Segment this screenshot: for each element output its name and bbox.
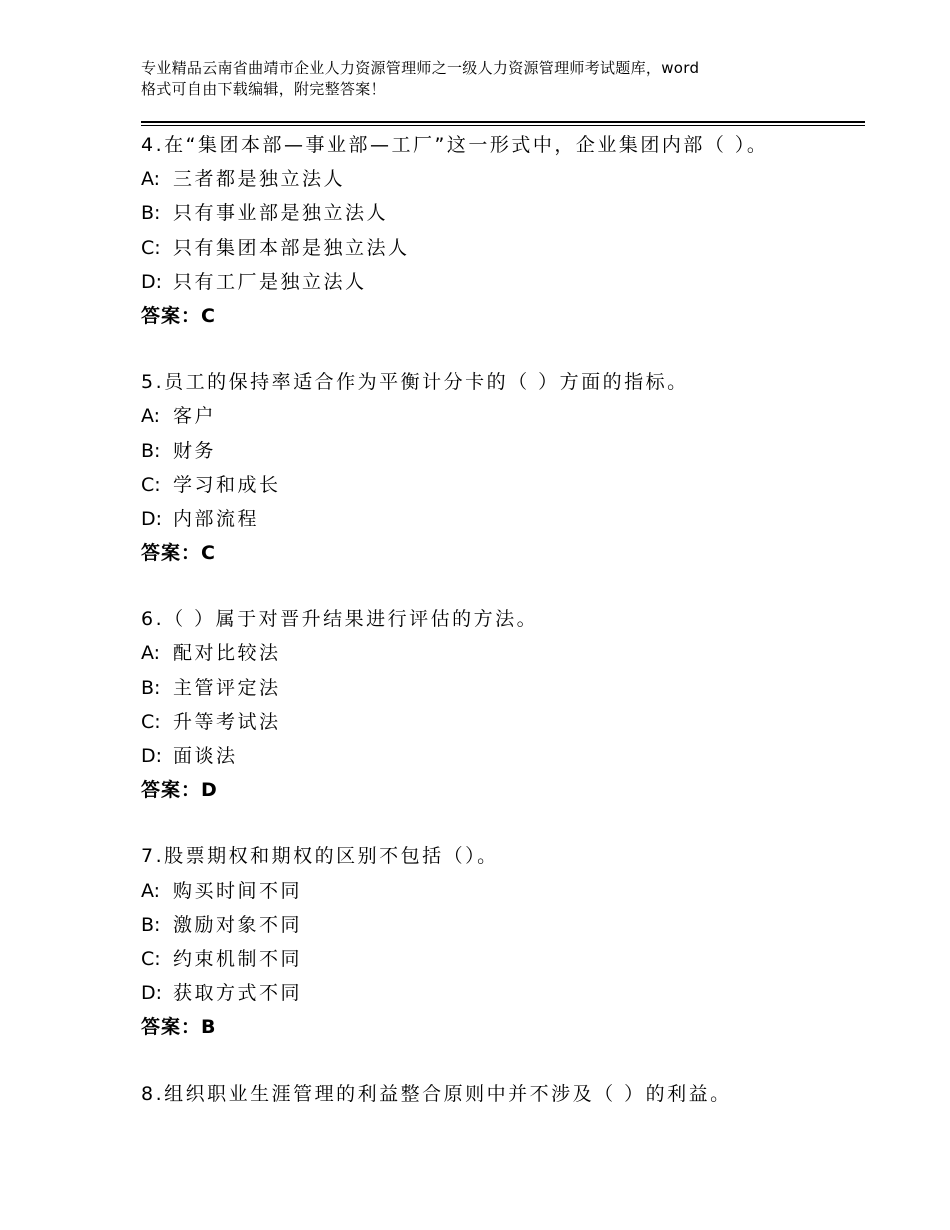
option-letter: B: (141, 913, 161, 936)
option-c (141, 942, 865, 976)
option-letter: C: (141, 710, 161, 733)
option-letter: B: (141, 202, 161, 225)
question-text: 4.在“集团本部—事业部—工厂”这一形式中，企业集团内部（ ）。 (141, 134, 769, 156)
option-text: 客户 (173, 405, 217, 428)
option-text: 内部流程 (173, 507, 260, 530)
option-text: 主管评定法 (173, 676, 281, 699)
option-text: 学习和成长 (173, 473, 281, 496)
option-letter: A: (141, 405, 161, 428)
question-text: 6.（ ）属于对晋升结果进行评估的方法。 (141, 608, 539, 631)
option-letter: D: (141, 745, 163, 767)
option-a (141, 874, 865, 908)
option-a (141, 162, 865, 196)
option-d (141, 502, 865, 536)
option-text: 财务 (173, 439, 217, 462)
option-letter: B: (141, 439, 161, 462)
option-b (141, 196, 865, 230)
answer: 答案：B (141, 1016, 217, 1039)
option-b (141, 908, 865, 942)
option-d (141, 265, 865, 299)
question-7 (141, 839, 865, 1044)
option-text: 配对比较法 (173, 642, 281, 665)
header-divider-thick (141, 121, 865, 123)
question-text: 8.组织职业生涯管理的利益整合原则中并不涉及（ ）的利益。 (141, 1082, 732, 1105)
option-text: 三者都是独立法人 (173, 168, 346, 191)
answer: 答案：C (141, 304, 216, 327)
option-letter: C: (141, 947, 161, 970)
document-header (141, 58, 831, 100)
option-text: 购买时间不同 (173, 879, 303, 902)
option-letter: C: (141, 236, 161, 259)
option-text: 只有工厂是独立法人 (173, 270, 367, 293)
option-c (141, 231, 865, 265)
question-8 (141, 1077, 865, 1111)
option-text: 升等考试法 (173, 710, 281, 733)
option-letter: D: (141, 270, 163, 293)
option-d (141, 976, 865, 1010)
option-a (141, 636, 865, 670)
header-divider-thin (141, 125, 865, 126)
option-a (141, 399, 865, 433)
option-letter: A: (141, 168, 161, 191)
option-letter: B: (141, 676, 161, 699)
option-letter: A: (141, 642, 161, 665)
option-c (141, 468, 865, 502)
option-letter: D: (141, 982, 163, 1005)
option-text: 面谈法 (173, 745, 238, 767)
question-list (141, 128, 865, 1143)
option-b (141, 671, 865, 705)
option-text: 激励对象不同 (173, 913, 303, 936)
question-5 (141, 365, 865, 570)
option-text: 获取方式不同 (173, 982, 303, 1005)
option-text: 只有集团本部是独立法人 (173, 236, 410, 259)
header-line-2: 格式可自由下载编辑，附完整答案！ (141, 80, 386, 98)
answer: 答案：D (141, 779, 218, 802)
option-d (141, 739, 865, 773)
option-b (141, 434, 865, 468)
option-letter: C: (141, 473, 161, 496)
question-text: 5.员工的保持率适合作为平衡计分卡的（ ）方面的指标。 (141, 371, 689, 394)
question-text: 7.股票期权和期权的区别不包括（）。 (141, 845, 499, 868)
option-text: 约束机制不同 (173, 947, 303, 970)
question-6 (141, 602, 865, 807)
option-c (141, 705, 865, 739)
option-text: 只有事业部是独立法人 (173, 202, 389, 225)
header-line-1: 专业精品云南省曲靖市企业人力资源管理师之一级人力资源管理师考试题库，word (141, 59, 700, 77)
question-4 (141, 128, 865, 333)
option-letter: D: (141, 507, 163, 530)
answer: 答案：C (141, 542, 216, 565)
option-letter: A: (141, 879, 161, 902)
